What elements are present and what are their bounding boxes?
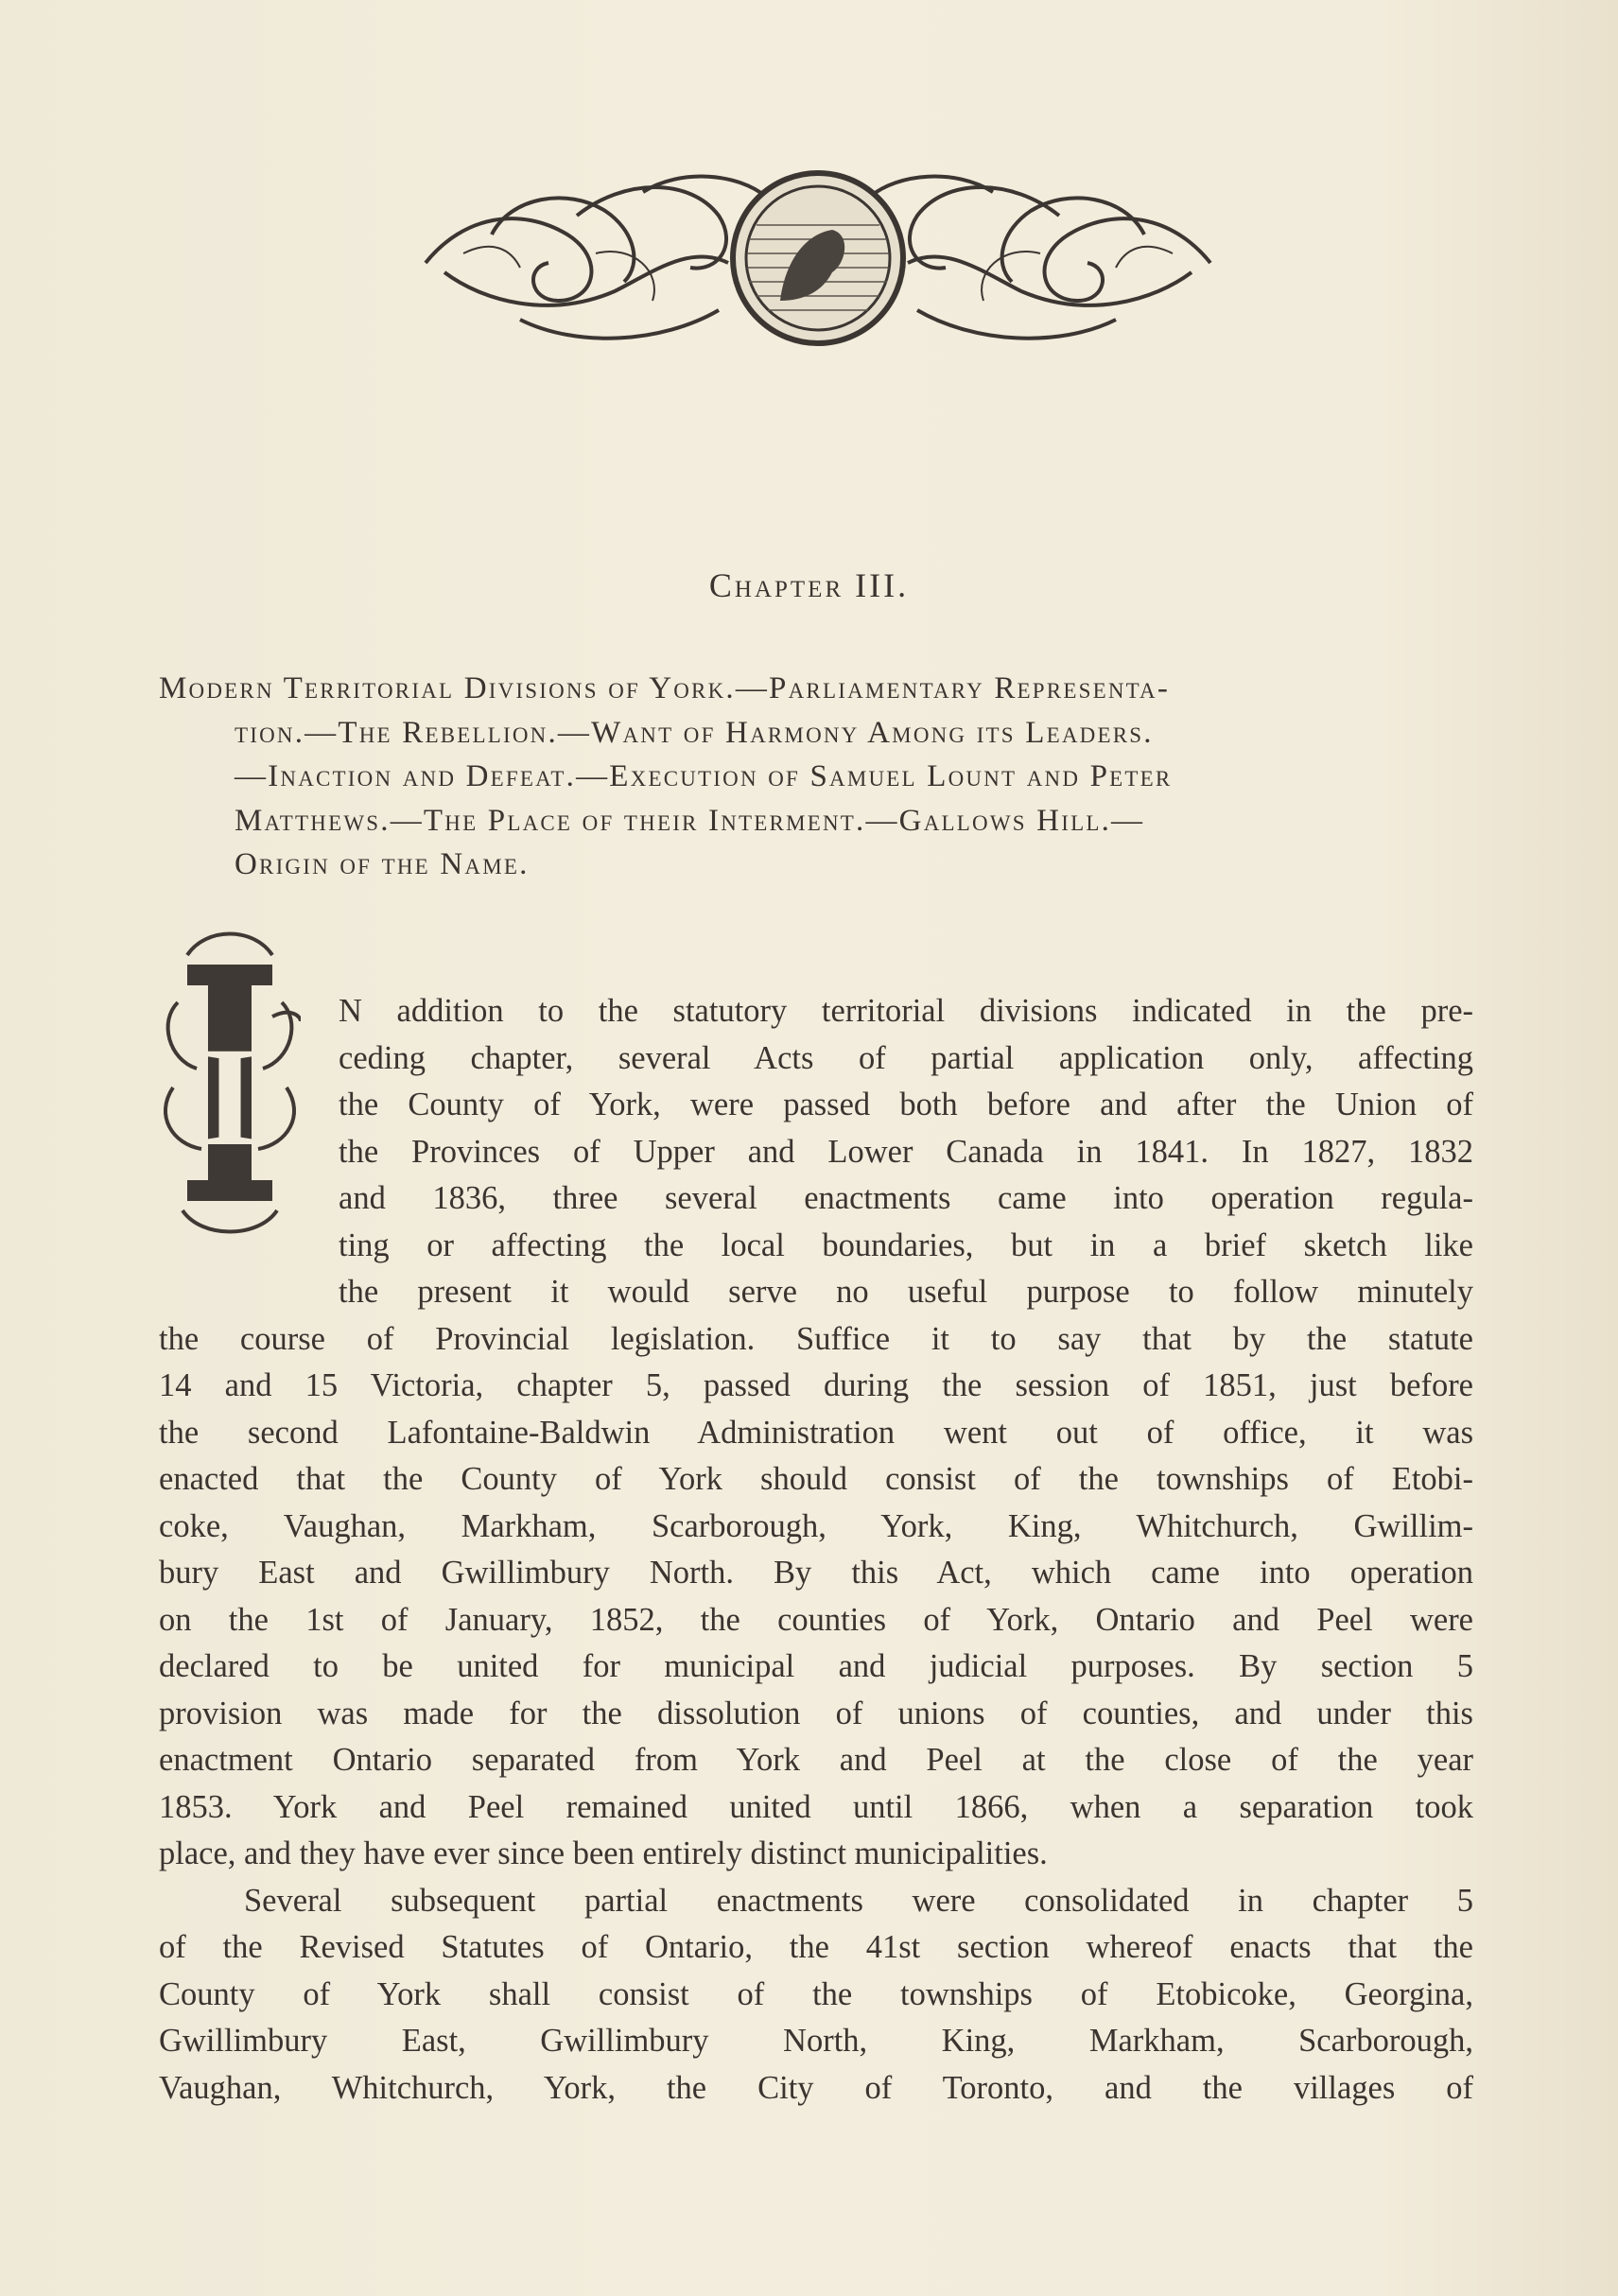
chapter-synopsis bbox=[159, 667, 1473, 887]
synopsis-line: —Inaction and Defeat.—Execution of Samuel Lount and Peter bbox=[235, 759, 1173, 793]
paragraph-line: coke, Vaughan, Markham, Scarborough, York, King, Whitchurch, Gwillim- bbox=[159, 1507, 1473, 1544]
paragraph-line: provision was made for the dissolution of unions of counties, and under this bbox=[159, 1695, 1473, 1731]
paragraph-line: ceding chapter, several Acts of partial application only, affecting bbox=[339, 1039, 1473, 1076]
dropcap-letter: I bbox=[201, 1018, 258, 1175]
paragraph-line: bury East and Gwillimbury North. By this Act, which came into operation bbox=[159, 1555, 1473, 1591]
paragraph-line: the County of York, were passed both before and after the Union of bbox=[339, 1087, 1473, 1122]
paragraph-line: Gwillimbury East, Gwillimbury North, King, Markham, Scarborough, bbox=[159, 2023, 1473, 2059]
paragraph-line: place, and they have ever since been entirely distinct municipalities. bbox=[159, 1835, 1048, 1871]
paragraph-line: County of York shall consist of the townships of Etobicoke, Georgina, bbox=[159, 1975, 1473, 2012]
paragraph-line: declared to be united for municipal and judicial purposes. By section 5 bbox=[159, 1648, 1473, 1684]
paragraph-line: enactment Ontario separated from York and Peel at the close of the year bbox=[159, 1742, 1473, 1778]
paragraph-line: on the 1st of January, 1852, the counties of York, Ontario and Peel were bbox=[159, 1601, 1473, 1638]
paragraph-line: 14 and 15 Victoria, chapter 5, passed during the session of 1851, just before bbox=[159, 1367, 1473, 1403]
chapter-heading: Chapter III. bbox=[708, 566, 910, 604]
paragraph-line: 1853. York and Peel remained united until 1866, when a separation took bbox=[159, 1788, 1473, 1825]
paragraph-line: the Provinces of Upper and Lower Canada in 1841. In 1827, 1832 bbox=[339, 1133, 1473, 1170]
synopsis-line: Matthews.—The Place of their Interment.—Gallows Hill.— bbox=[235, 803, 1145, 838]
body-text bbox=[159, 988, 1473, 2112]
paragraph-line: of the Revised Statutes of Ontario, the 41st section whereof enacts that the bbox=[159, 1929, 1473, 1965]
synopsis-line: Modern Territorial Divisions of York.—Parliamentary Representa- bbox=[159, 671, 1171, 705]
paragraph-line: ting or affecting the local boundaries, but in a brief sketch like bbox=[339, 1226, 1473, 1263]
headpiece-ornament bbox=[407, 159, 1229, 357]
synopsis-line: Origin of the Name. bbox=[235, 847, 530, 881]
paragraph-line: Vaughan, Whitchurch, York, the City of Toronto, and the villages of bbox=[159, 2069, 1473, 2106]
synopsis-line: tion.—The Rebellion.—Want of Harmony Among its Leaders. bbox=[235, 715, 1154, 750]
paragraph-line: N addition to the statutory territorial divisions indicated in the pre- bbox=[339, 993, 1473, 1029]
paragraph-line: and 1836, three several enactments came into operation regula- bbox=[339, 1180, 1473, 1216]
paragraph-line: the course of Provincial legislation. Suffice it to say that by the statute bbox=[159, 1320, 1473, 1357]
paragraph-line: the second Lafontaine-Baldwin Administration went out of office, it was bbox=[159, 1414, 1473, 1451]
paragraph-line: Several subsequent partial enactments were consolidated in chapter 5 bbox=[244, 1882, 1473, 1919]
paragraph-line: the present it would serve no useful purpose to follow minutely bbox=[339, 1274, 1473, 1310]
paragraph-line: enacted that the County of York should consist of the townships of Etobi- bbox=[159, 1461, 1473, 1497]
